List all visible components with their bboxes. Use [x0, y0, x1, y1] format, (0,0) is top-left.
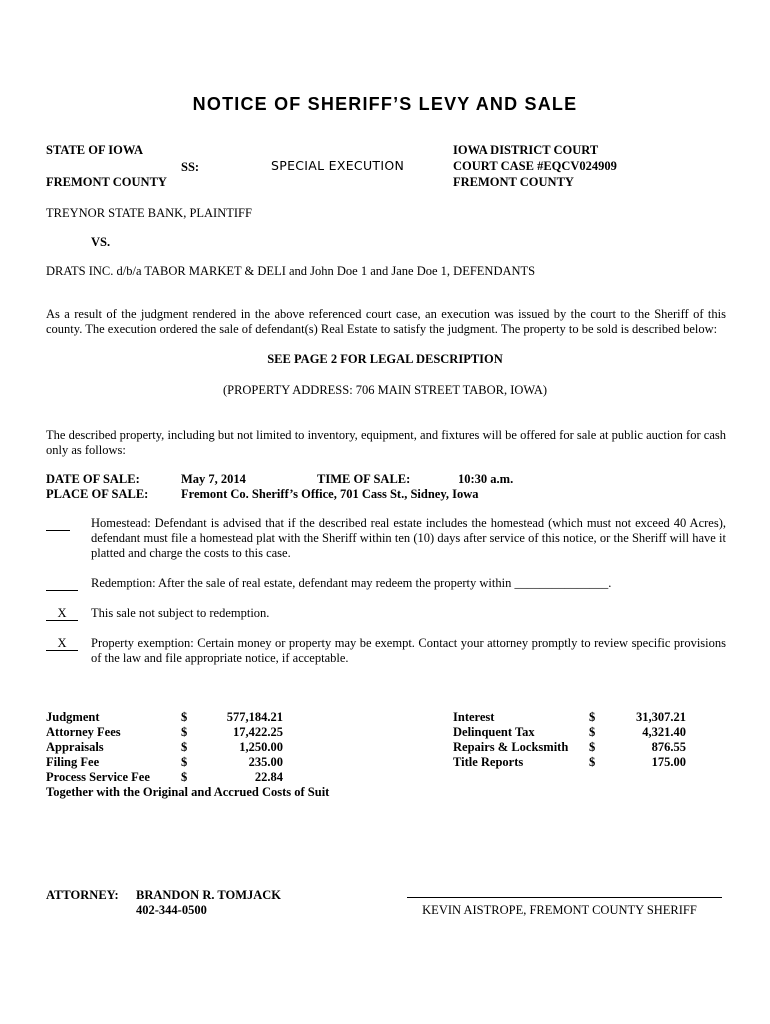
cost-currency: $	[589, 710, 596, 724]
cost-amount: 175.00	[651, 755, 686, 769]
cost-label: Delinquent Tax	[453, 725, 535, 739]
cost-currency: $	[589, 725, 596, 739]
homestead-text: Homestead: Defendant is advised that if the described real estate includes the homestead (which must not exceed 40 Acres), defendant must file a homestead plat with the Sheriff within ten (10) days after service of this notice, or the Sheriff will have it platted and charge the costs to this case.	[91, 516, 726, 560]
cost-label: Appraisals	[46, 740, 104, 754]
attorney-phone: 402-344-0500	[136, 903, 207, 917]
cost-amount: 17,422.25	[233, 725, 283, 739]
place-of-sale-label: PLACE OF SALE:	[46, 487, 149, 501]
court-case-number: COURT CASE #EQCV024909	[453, 159, 617, 173]
state-label: STATE OF IOWA	[46, 143, 144, 157]
cost-currency: $	[181, 710, 188, 724]
cost-currency: $	[589, 740, 596, 754]
redemption-text: Redemption: After the sale of real estate, defendant may redeem the property within _______________.	[91, 576, 612, 590]
versus: VS.	[91, 235, 111, 249]
cost-amount: 4,321.40	[642, 725, 686, 739]
page-title: NOTICE OF SHERIFF’S LEVY AND SALE	[192, 94, 578, 114]
cost-currency: $	[589, 755, 596, 769]
no-redemption-text: This sale not subject to redemption.	[91, 606, 270, 620]
attorney-label: ATTORNEY:	[46, 888, 119, 902]
cost-currency: $	[181, 755, 188, 769]
cost-label: Attorney Fees	[46, 725, 121, 739]
place-of-sale: Fremont Co. Sheriff’s Office, 701 Cass St., Sidney, Iowa	[181, 487, 479, 501]
cost-amount: 577,184.21	[226, 710, 283, 724]
cost-amount: 22.84	[254, 770, 283, 784]
intro-paragraph: As a result of the judgment rendered in the above referenced court case, an execution was issued by the court to the Sheriff of this county. The execution ordered the sale of defendant(s) Real Estate to satisfy the judgment. The property to be sold is described below:	[46, 307, 726, 336]
plaintiff: TREYNOR STATE BANK, PLAINTIFF	[46, 206, 252, 220]
time-of-sale-label: TIME OF SALE:	[317, 472, 411, 486]
homestead-mark[interactable]	[46, 516, 70, 531]
cost-currency: $	[181, 740, 188, 754]
cost-label: Repairs & Locksmith	[453, 740, 569, 754]
cost-label: Filing Fee	[46, 755, 100, 769]
time-of-sale: 10:30 a.m.	[458, 472, 514, 486]
legal-description-note: SEE PAGE 2 FOR LEGAL DESCRIPTION	[267, 352, 503, 366]
cost-currency: $	[181, 725, 188, 739]
signature-line	[407, 897, 722, 898]
property-address: (PROPERTY ADDRESS: 706 MAIN STREET TABOR, IOWA)	[222, 383, 548, 397]
cost-label: Interest	[453, 710, 495, 724]
ss-label: SS:	[181, 160, 200, 174]
cost-amount: 1,250.00	[239, 740, 283, 754]
court-name: IOWA DISTRICT COURT	[453, 143, 599, 157]
property-exemption-mark[interactable]: X	[46, 636, 78, 651]
no-redemption-mark[interactable]: X	[46, 606, 78, 621]
cost-label: Title Reports	[453, 755, 524, 769]
special-execution-label: SPECIAL EXECUTION	[271, 158, 405, 173]
cost-amount: 876.55	[651, 740, 686, 754]
redemption-mark[interactable]	[46, 576, 78, 591]
county-label: FREMONT COUNTY	[46, 175, 167, 189]
defendants: DRATS INC. d/b/a TABOR MARKET & DELI and John Doe 1 and Jane Doe 1, DEFENDANTS	[46, 264, 536, 278]
attorney-name: BRANDON R. TOMJACK	[136, 888, 282, 902]
date-of-sale-label: DATE OF SALE:	[46, 472, 140, 486]
accrued-costs-note: Together with the Original and Accrued Costs of Suit	[46, 785, 330, 799]
date-of-sale: May 7, 2014	[181, 472, 246, 486]
cost-currency: $	[181, 770, 188, 784]
cost-amount: 31,307.21	[636, 710, 686, 724]
sheriff-name: KEVIN AISTROPE, FREMONT COUNTY SHERIFF	[422, 903, 697, 917]
cost-label: Process Service Fee	[46, 770, 150, 784]
court-county: FREMONT COUNTY	[453, 175, 574, 189]
cost-amount: 235.00	[248, 755, 283, 769]
property-exemption-text: Property exemption: Certain money or property may be exempt. Contact your attorney promptly to review specific provisions of the law and file appropriate notice, if acceptable.	[91, 636, 726, 665]
cost-label: Judgment	[46, 710, 100, 724]
described-paragraph: The described property, including but not limited to inventory, equipment, and fixtures will be offered for sale at public auction for cash only as follows:	[46, 428, 726, 457]
